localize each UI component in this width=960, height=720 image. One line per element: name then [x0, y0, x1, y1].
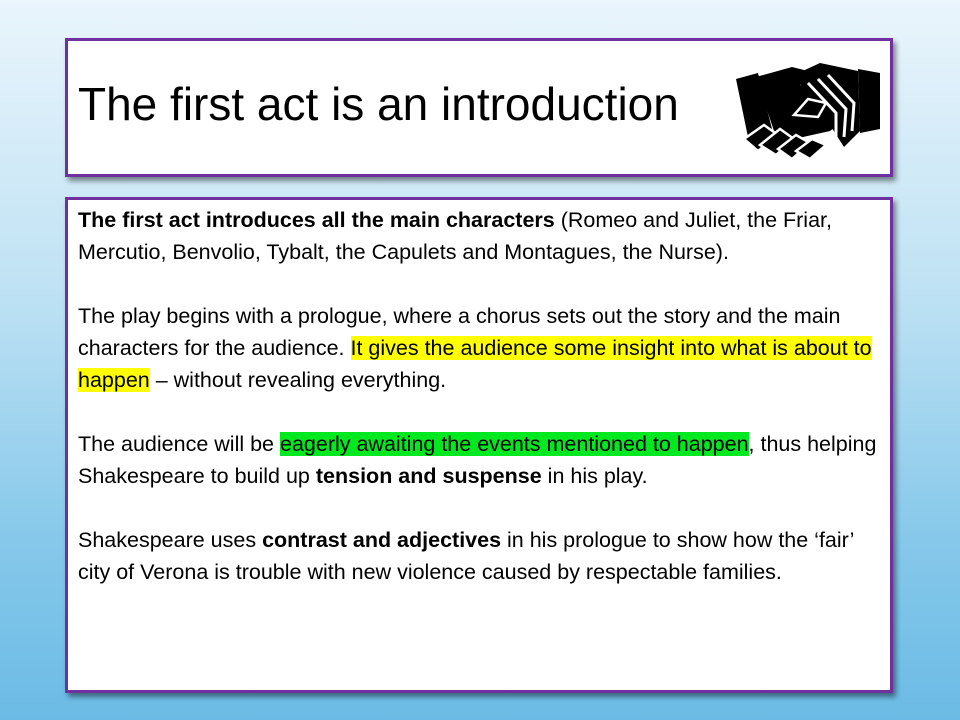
highlight-yellow: It gives the audience some insight into what is about to happen — [78, 336, 872, 392]
bold-text: tension and suspense — [315, 464, 542, 488]
content-text — [78, 204, 884, 588]
text: in his prologue to show how the ‘fair’ city of Verona is trouble with new violence caused by respectable families. — [78, 528, 854, 584]
text: The audience will be — [78, 432, 280, 456]
title-box — [65, 38, 893, 177]
text: in his play. — [541, 464, 648, 488]
handshake-icon — [734, 59, 882, 161]
bold-text: contrast and adjectives — [262, 528, 502, 552]
text: – without revealing everything. — [149, 368, 447, 392]
page-title: The first act is an introduction — [78, 78, 679, 130]
bold-text: The first act introduces all the main characters — [78, 208, 555, 232]
paragraph-contrast — [78, 524, 884, 588]
text: (Romeo and Juliet, the Friar, Mercutio, Benvolio, Tybalt, the Capulets and Montagues, the Nurse). — [78, 208, 832, 264]
paragraph-audience — [78, 428, 884, 492]
text: The play begins with a prologue, where a chorus sets out the story and the main characters for the audience. — [78, 304, 841, 360]
highlight-green: eagerly awaiting the events mentioned to happen — [279, 432, 749, 456]
text: , thus helping Shakespeare to build up — [78, 432, 877, 488]
paragraph-characters — [78, 204, 884, 268]
text: Shakespeare uses — [78, 528, 263, 552]
content-box — [65, 197, 893, 693]
paragraph-prologue — [78, 300, 884, 396]
